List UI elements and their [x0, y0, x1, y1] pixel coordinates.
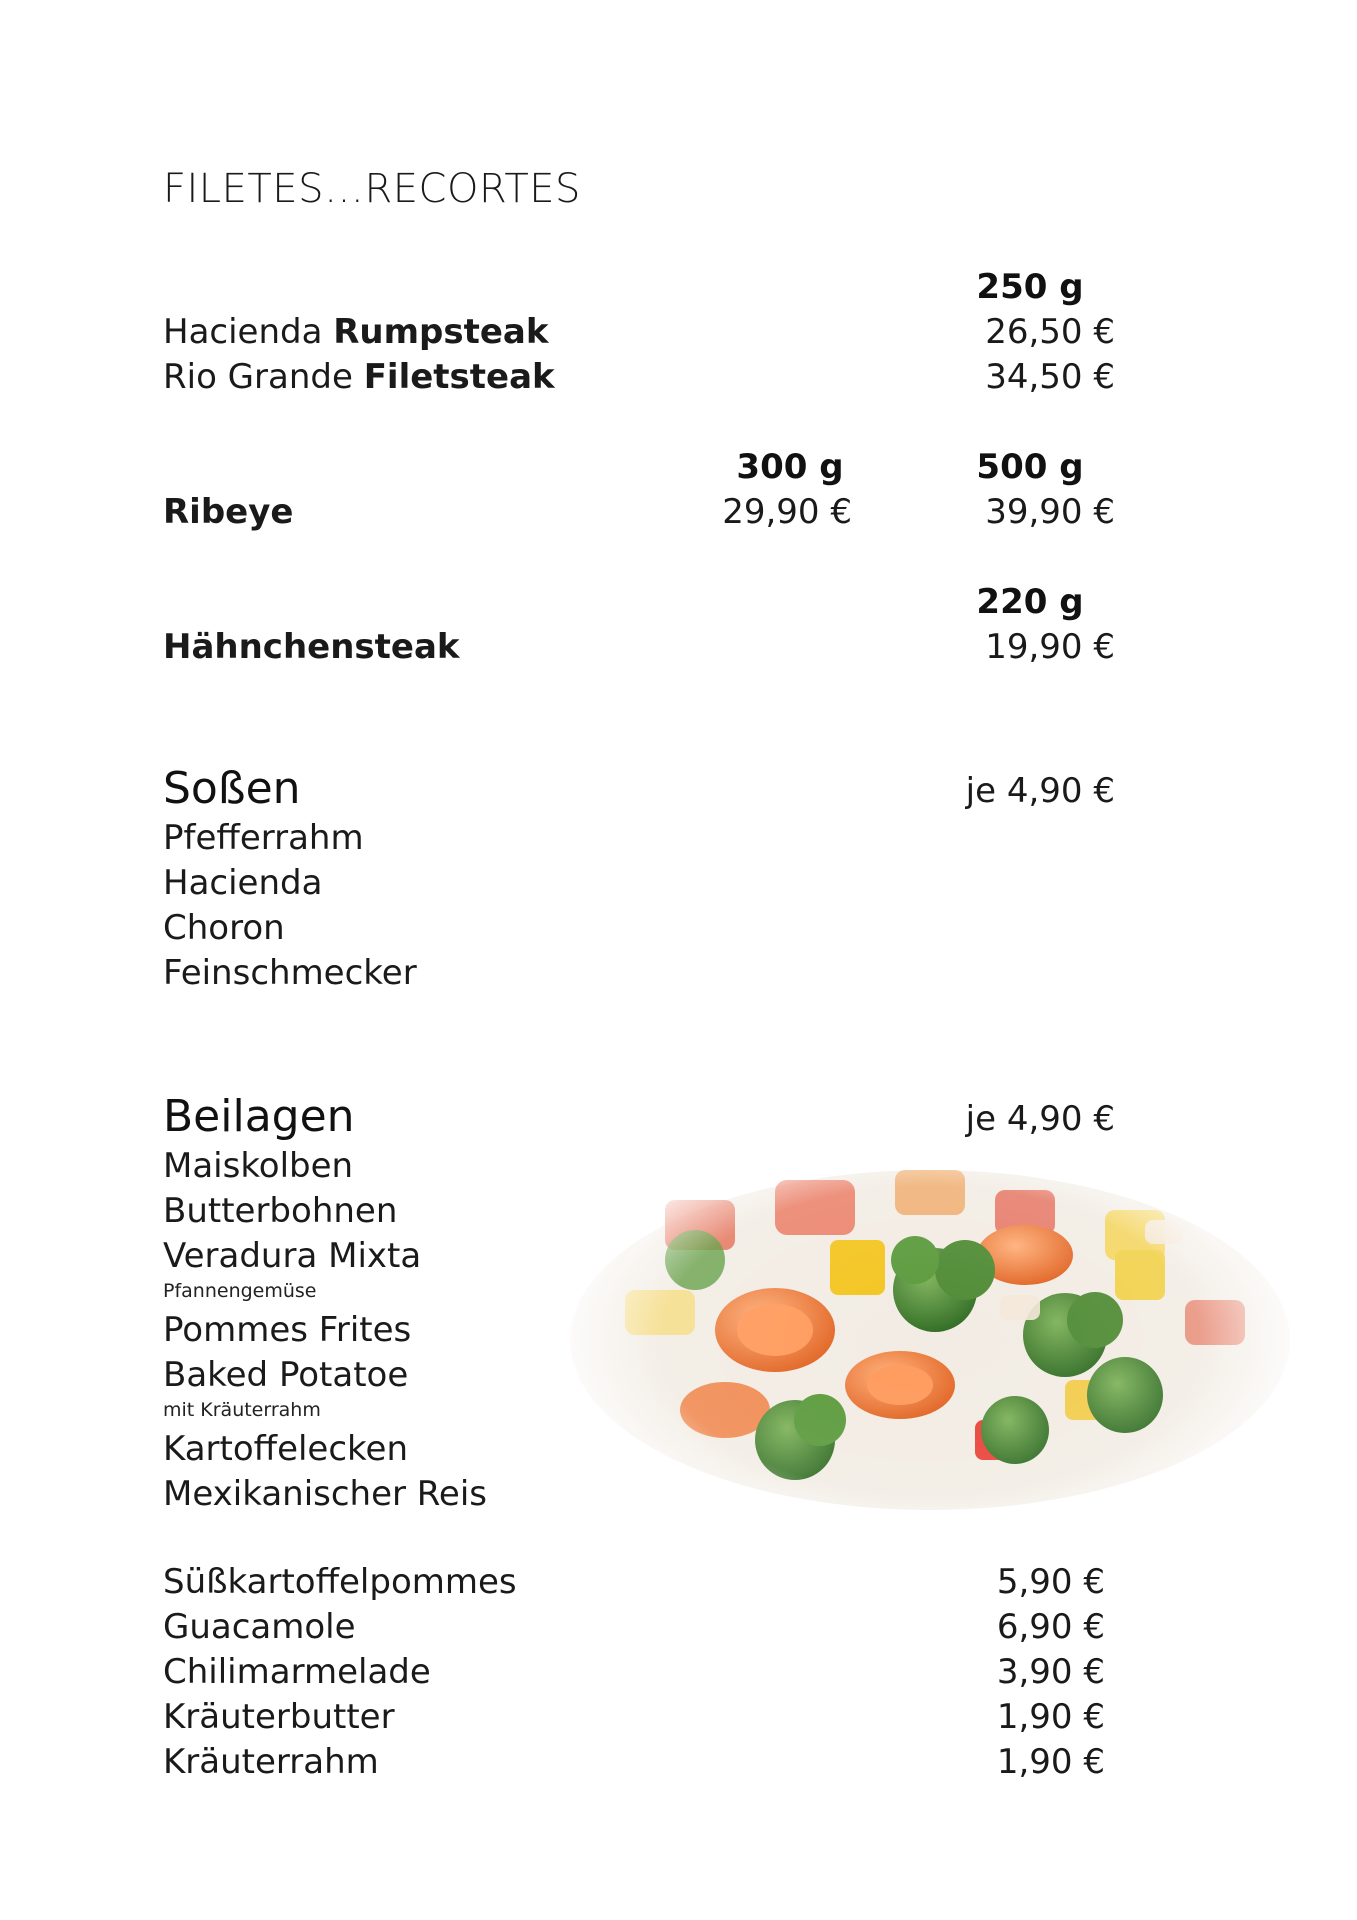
- extra-price: 6,90 €: [996, 1607, 1105, 1647]
- section-heading-sauces: Soßen: [163, 763, 301, 814]
- side-item-note: mit Kräuterrahm: [163, 1399, 321, 1421]
- item-name: Rumpsteak: [333, 312, 549, 352]
- side-item: Maiskolben: [163, 1146, 354, 1186]
- side-item-note: Pfannengemüse: [163, 1280, 317, 1302]
- extra-price: 1,90 €: [996, 1697, 1105, 1737]
- price-ribeye-500: 39,90 €: [985, 492, 1115, 532]
- menu-item-filetsteak: [163, 357, 555, 397]
- section-heading-sides: Beilagen: [163, 1091, 355, 1142]
- weight-500-header: 500 g: [976, 447, 1084, 487]
- price-rumpsteak: 26,50 €: [985, 312, 1115, 352]
- extra-item: Süßkartoffelpommes: [163, 1562, 517, 1602]
- extra-price: 1,90 €: [996, 1742, 1105, 1782]
- side-item: Mexikanischer Reis: [163, 1474, 487, 1514]
- price-sides: je 4,90 €: [965, 1099, 1115, 1139]
- menu-item-ribeye: Ribeye: [163, 492, 294, 532]
- item-name: Filetsteak: [363, 357, 555, 397]
- sauce-item: Pfefferrahm: [163, 818, 364, 858]
- sauce-item: Hacienda: [163, 863, 323, 903]
- extra-item: Kräuterrahm: [163, 1742, 379, 1782]
- extra-item: Chilimarmelade: [163, 1652, 431, 1692]
- item-prefix: Hacienda: [163, 312, 334, 352]
- side-item: Butterbohnen: [163, 1191, 398, 1231]
- side-item: Kartoffelecken: [163, 1429, 408, 1469]
- price-ribeye-300: 29,90 €: [722, 492, 852, 532]
- price-sauces: je 4,90 €: [965, 771, 1115, 811]
- sauce-item: Choron: [163, 908, 285, 948]
- page-title: FILETES…RECORTES: [163, 166, 581, 212]
- extra-price: 5,90 €: [996, 1562, 1105, 1602]
- side-item: Baked Potatoe: [163, 1355, 409, 1395]
- sauce-item: Feinschmecker: [163, 953, 417, 993]
- item-prefix: Rio Grande: [163, 357, 364, 397]
- menu-item-haehnchensteak: Hähnchensteak: [163, 627, 460, 667]
- weight-220-header: 220 g: [976, 582, 1084, 622]
- vegetable-plate-image: [545, 1120, 1315, 1560]
- weight-250-header: 250 g: [976, 267, 1084, 307]
- extra-price: 3,90 €: [996, 1652, 1105, 1692]
- side-item: Veradura Mixta: [163, 1236, 422, 1276]
- price-haehnchensteak: 19,90 €: [985, 627, 1115, 667]
- side-item: Pommes Frites: [163, 1310, 412, 1350]
- extra-item: Guacamole: [163, 1607, 356, 1647]
- menu-item-rumpsteak: [163, 312, 549, 352]
- weight-300-header: 300 g: [736, 447, 844, 487]
- extra-item: Kräuterbutter: [163, 1697, 395, 1737]
- price-filetsteak: 34,50 €: [985, 357, 1115, 397]
